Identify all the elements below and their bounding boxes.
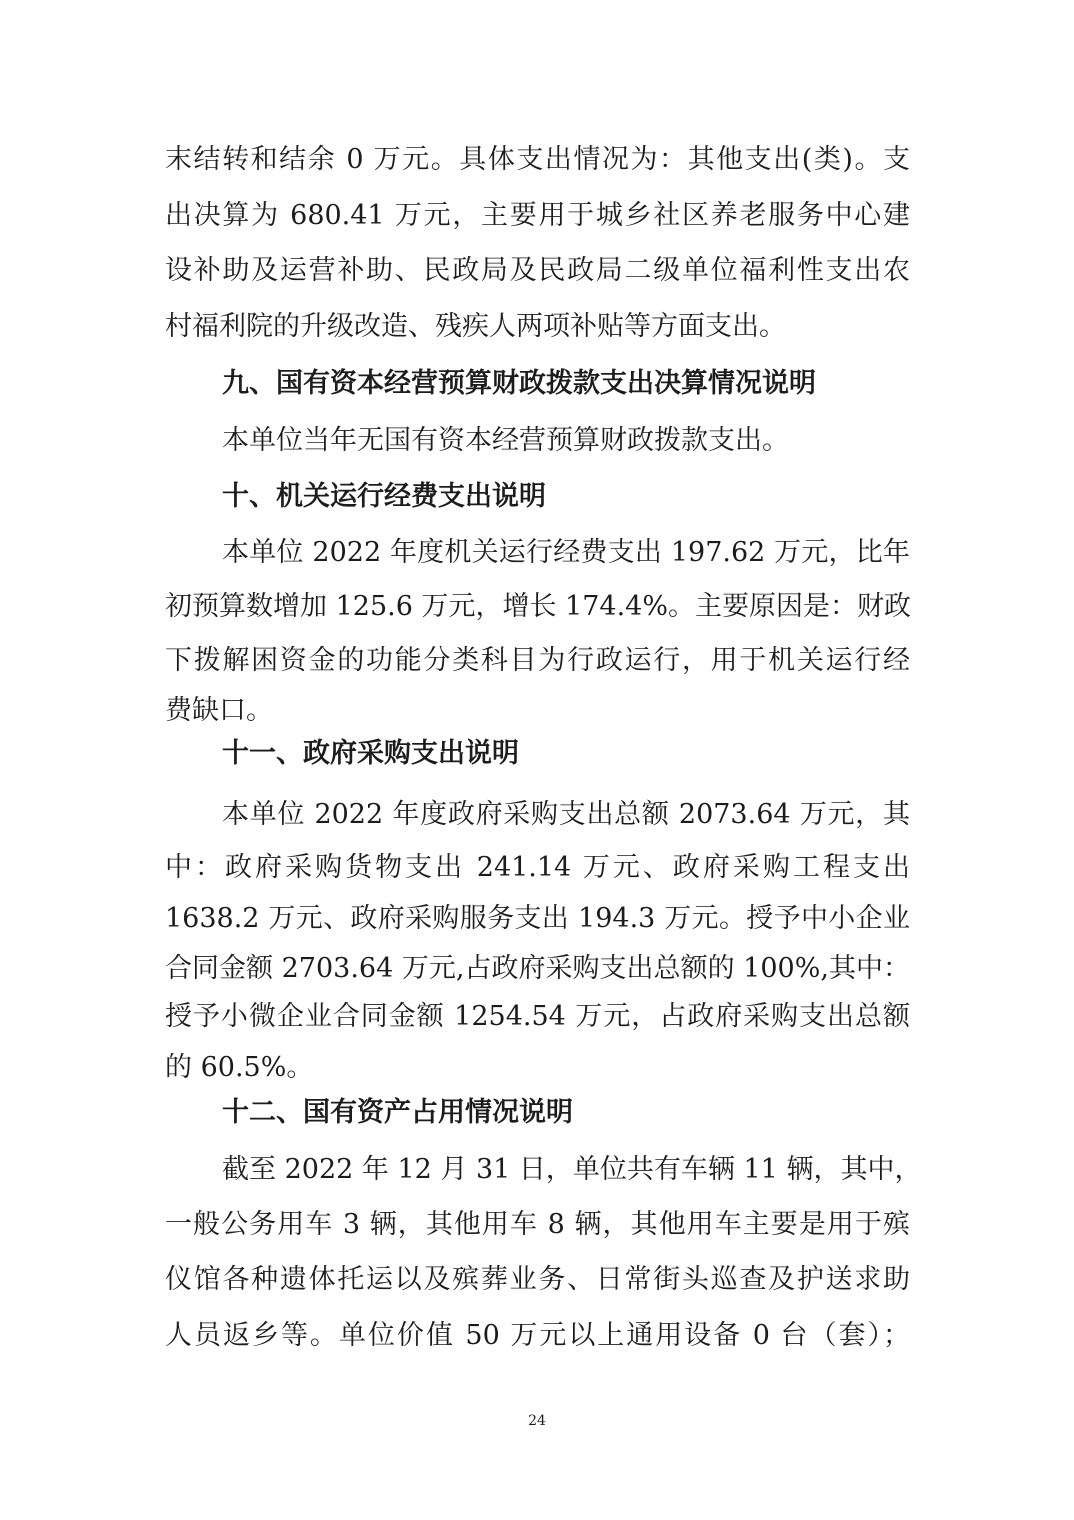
body-text-line: 1638.2 万元、政府采购服务支出 194.3 万元。授予中小企业 — [165, 903, 910, 934]
body-text-line: 下拨解困资金的功能分类科目为行政运行，用于机关运行经 — [165, 645, 910, 676]
body-text-line: 村福利院的升级改造、残疾人两项补贴等方面支出。 — [165, 311, 786, 342]
body-text-line: 出决算为 680.41 万元，主要用于城乡社区养老服务中心建 — [165, 200, 910, 231]
body-text-line: 授予小微企业合同金额 1254.54 万元，占政府采购支出总额 — [165, 1001, 910, 1032]
body-text-line: 本单位 2022 年度政府采购支出总额 2073.64 万元，其 — [222, 799, 910, 830]
body-text-line: 的 60.5%。 — [165, 1052, 314, 1083]
body-text-line: 本单位 2022 年度机关运行经费支出 197.62 万元，比年 — [222, 537, 910, 568]
body-text-line: 一般公务用车 3 辆，其他用车 8 辆，其他用车主要是用于殡 — [165, 1209, 910, 1240]
body-text-line: 费缺口。 — [165, 695, 273, 726]
body-text-line: 中：政府采购货物支出 241.14 万元、政府采购工程支出 — [165, 852, 910, 883]
body-text-line: 截至 2022 年 12 月 31 日，单位共有车辆 11 辆，其中， — [222, 1154, 922, 1185]
body-text-line: 人员返乡等。单位价值 50 万元以上通用设备 0 台（套）； — [165, 1320, 910, 1351]
body-text-line: 本单位当年无国有资本经营预算财政拨款支出。 — [222, 425, 789, 456]
page-number: 24 — [528, 1413, 546, 1429]
section-heading: 九、国有资本经营预算财政拨款支出决算情况说明 — [222, 368, 816, 399]
section-heading: 十、机关运行经费支出说明 — [222, 481, 546, 512]
body-text-line: 末结转和结余 0 万元。具体支出情况为：其他支出(类)。支 — [165, 144, 910, 175]
section-heading: 十一、政府采购支出说明 — [222, 738, 519, 769]
section-heading: 十二、国有资产占用情况说明 — [222, 1097, 573, 1128]
body-text-line: 仪馆各种遗体托运以及殡葬业务、日常街头巡查及护送求助 — [165, 1264, 910, 1295]
body-text-line: 初预算数增加 125.6 万元，增长 174.4%。主要原因是：财政 — [165, 591, 911, 622]
body-text-line: 合同金额 2703.64 万元,占政府采购支出总额的 100%,其中： — [165, 953, 910, 984]
body-text-line: 设补助及运营补助、民政局及民政局二级单位福利性支出农 — [165, 255, 910, 286]
